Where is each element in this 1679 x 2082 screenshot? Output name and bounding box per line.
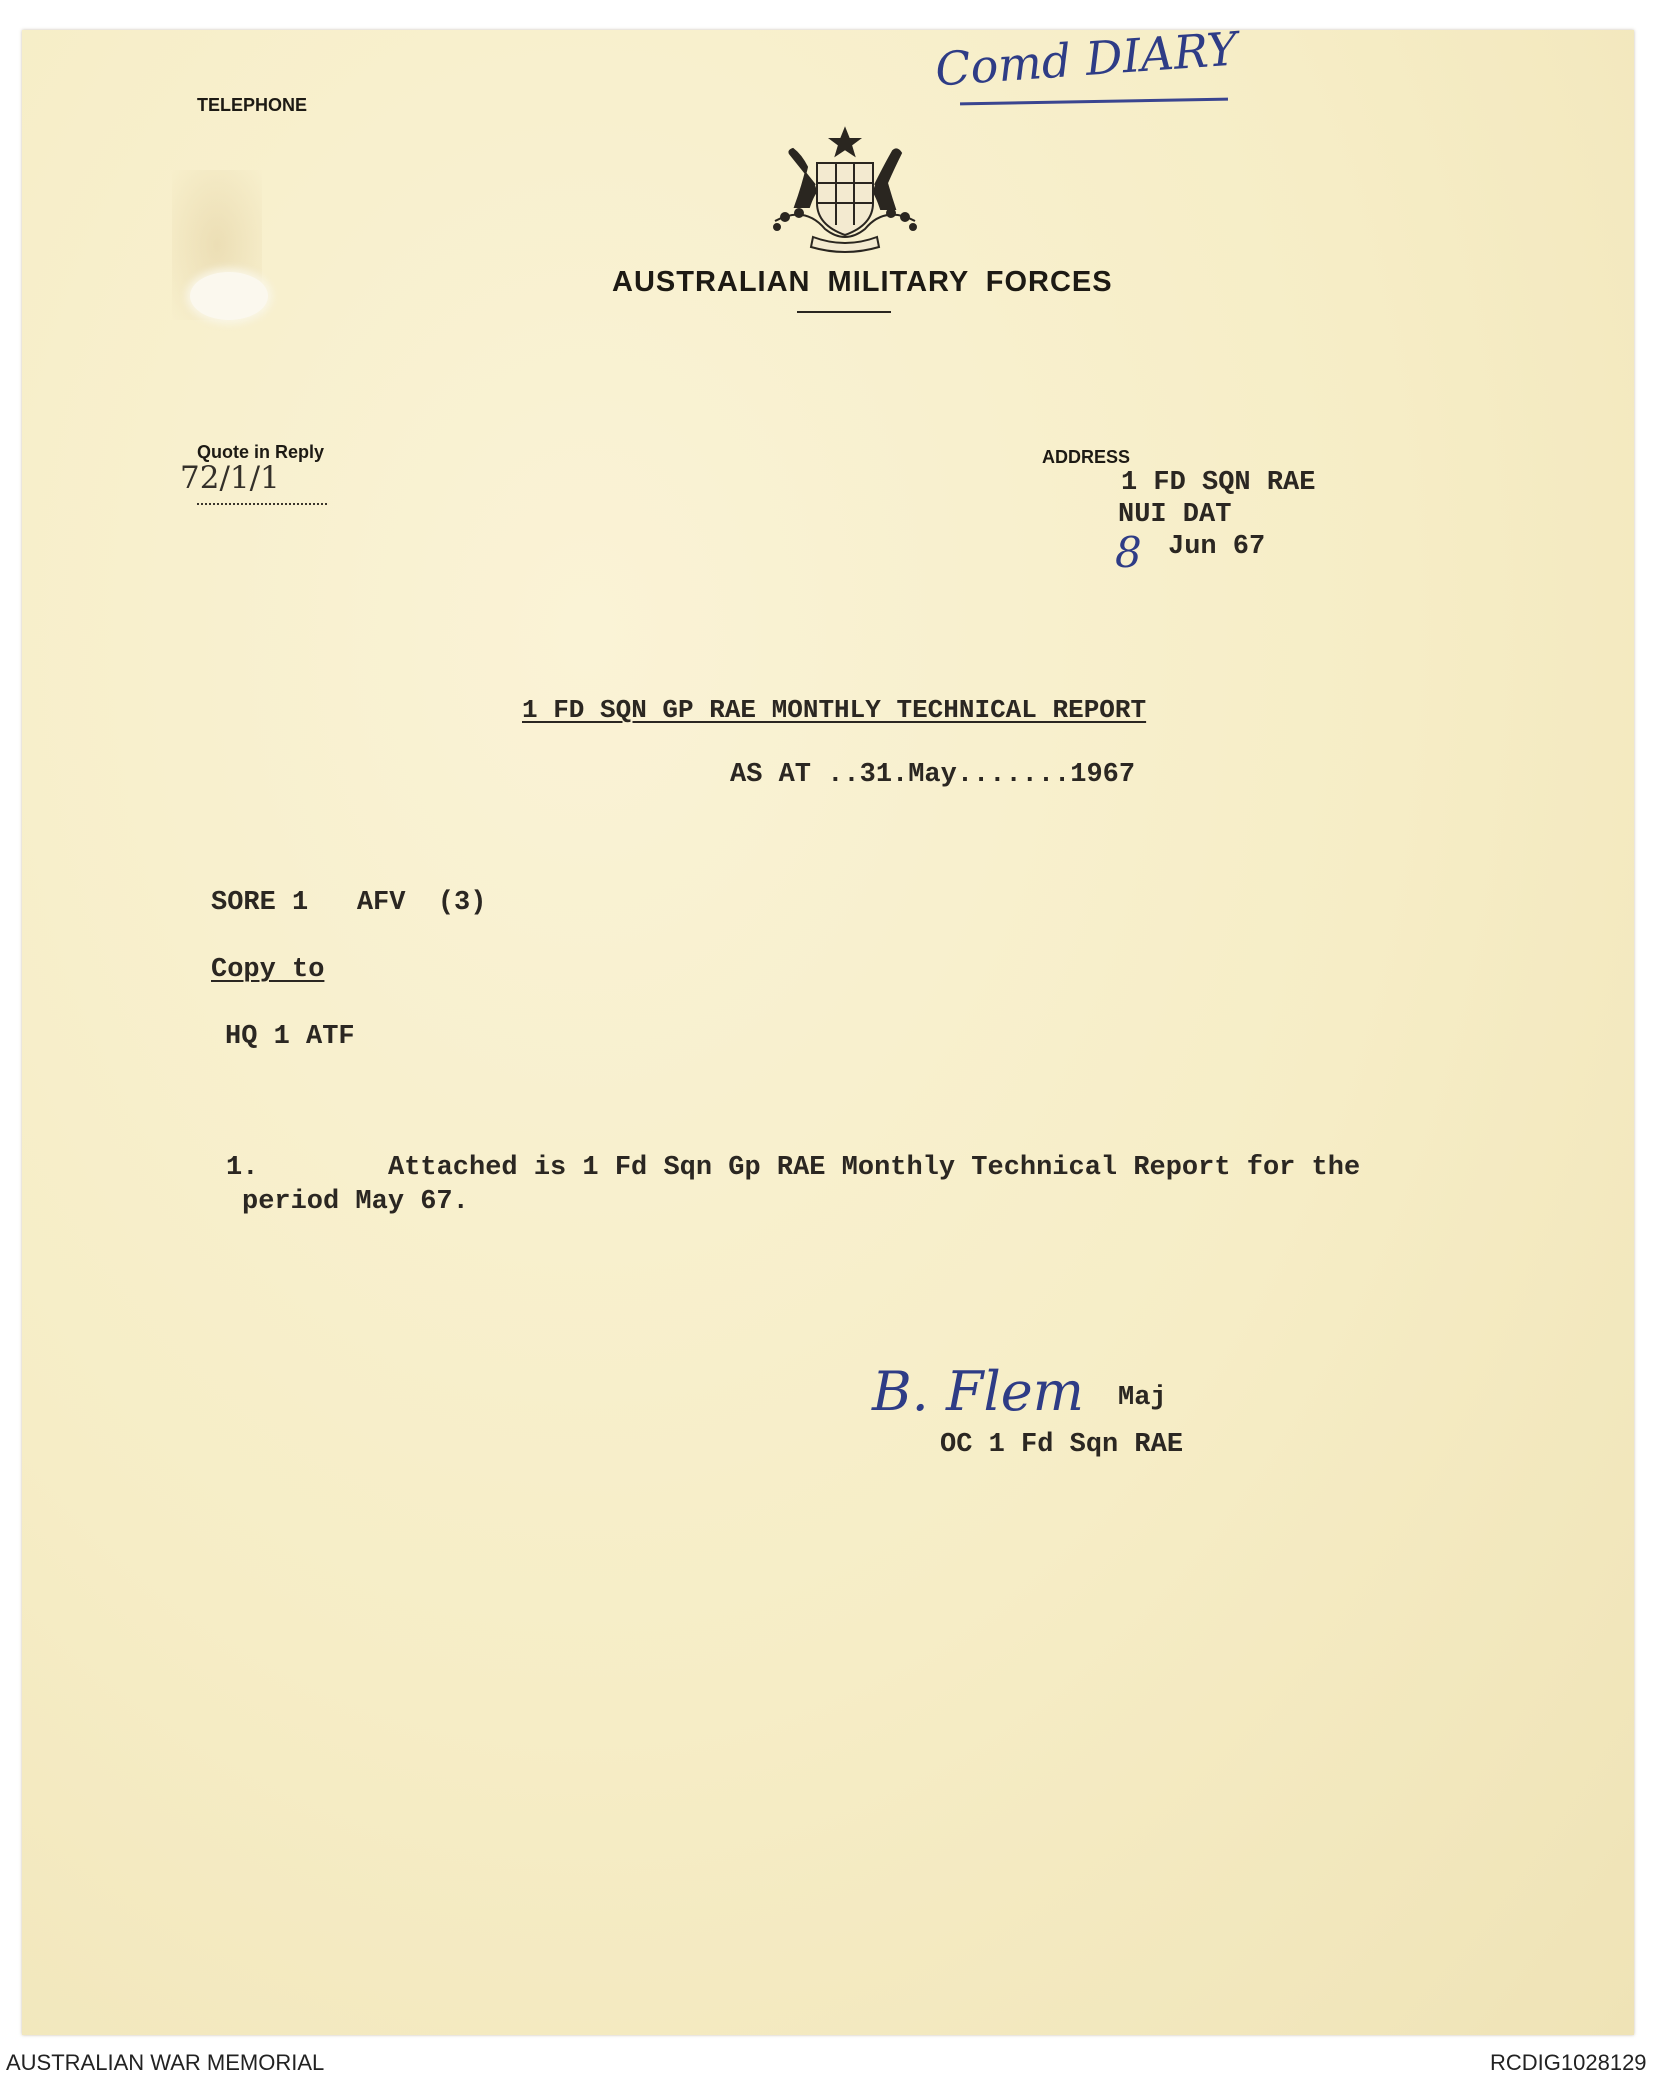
signature-rank: Maj <box>1118 1383 1167 1413</box>
copy-to-recipient: HQ 1 ATF <box>225 1022 355 1052</box>
address-line-1: 1 FD SQN RAE <box>1121 468 1316 498</box>
footer-source: AUSTRALIAN WAR MEMORIAL <box>6 2050 325 2075</box>
reference-dotted-line <box>197 503 327 505</box>
punch-hole <box>190 272 268 320</box>
signature-title: OC 1 Fd Sqn RAE <box>940 1430 1184 1460</box>
reference-number: 72/1/1 <box>180 460 280 496</box>
as-at-date: 31.May <box>859 760 957 790</box>
handwritten-note: Comd DIARY <box>933 21 1239 97</box>
report-as-at <box>730 760 1135 790</box>
report-title: 1 FD SQN GP RAE MONTHLY TECHNICAL REPORT <box>522 695 1147 725</box>
telephone-label: TELEPHONE <box>197 95 308 115</box>
organization-heading: AUSTRALIAN MILITARY FORCES <box>612 266 1113 298</box>
as-at-suffix: .......1967 <box>956 760 1136 790</box>
quote-in-reply-label: Quote in Reply <box>197 442 325 462</box>
footer-reference-id: RCDIG1028129 <box>1490 2050 1647 2075</box>
distribution-to: SORE 1 AFV (3) <box>211 888 487 918</box>
address-label: ADDRESS <box>1042 447 1131 467</box>
handwritten-signature: B. Flem <box>872 1360 1084 1423</box>
paragraph-line-1: Attached is 1 Fd Sqn Gp RAE Monthly Technical Report for the <box>388 1153 1361 1183</box>
address-date: Jun 67 <box>1168 532 1266 562</box>
paragraph-number: 1. <box>226 1153 259 1183</box>
as-at-prefix: AS AT .. <box>730 760 860 790</box>
coat-of-arms-icon <box>755 125 935 255</box>
address-line-2: NUI DAT <box>1118 500 1232 530</box>
heading-divider <box>797 311 891 313</box>
copy-to-label: Copy to <box>211 955 325 985</box>
paragraph-line-2: period May 67. <box>242 1187 469 1217</box>
address-day: 8 <box>1115 528 1142 577</box>
